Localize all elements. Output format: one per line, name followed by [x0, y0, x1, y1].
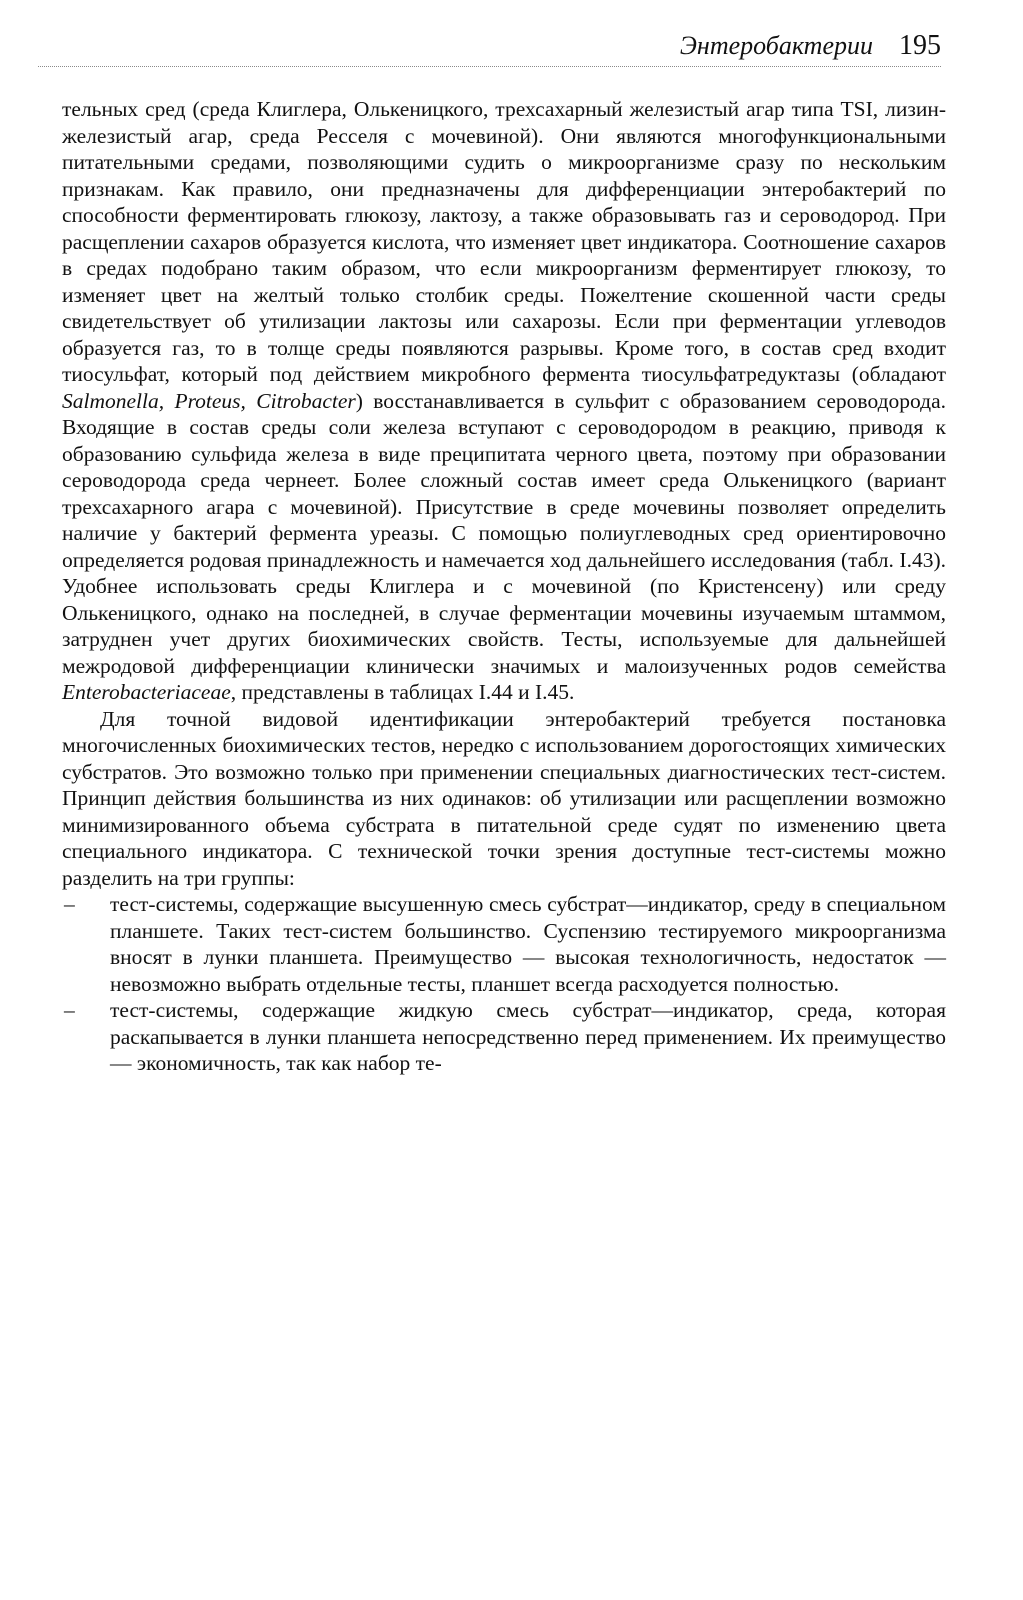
paragraph-1-text: тельных сред (среда Клиглера, Олькеницкого, трехсахарный железистый агар типа TSI, лизин-железистый агар, среда Ресселя с мочевиной). Они являются многофункциональными питательными средами, позволяющими судить о микроорганизме сразу по нескольким признакам. Как правило, они предназначены для дифференциации энтеробактерий по способности ферментировать глюкозу, лактозу, а также образовывать газ и сероводород. При расщеплении сахаров образуется кислота, что изменяет цвет индикатора. Соотношение сахаров в средах подобрано таким образом, что если микроорганизм ферментирует глюкозу, то изменяет цвет на желтый только столбик среды. Пожелтение скошенной части среды свидетельствует об утилизации лактозы или сахарозы. Если при ферментации углеводов образуется газ, то в толще среды появляются разрывы. Кроме того, в состав сред входит тиосульфат, который под действием микробного фермента тиосульфатредуктазы (обладают [62, 97, 946, 386]
paragraph-1-text-cont: ) восстанавливается в сульфит с образованием сероводорода. Входящие в состав среды соли железа вступают с сероводородом в реакцию, приводя к образованию сульфида железа в виде преципитата черного цвета, поэтому при образовании сероводорода среда чернеет. Более сложный состав имеет среда Олькеницкого (вариант трехсахарного агара с мочевиной). Присутствие в среде мочевины позволяет определить наличие у бактерий фермента уреазы. С помощью полиуглеводных сред ориентировочно определяется родовая принадлежность и намечается ход дальнейшего исследования (табл. I.43). Удобнее использовать среды Клиглера и с мочевиной (по Кристенсену) или среду Олькеницкого, однако на последней, в случае ферментации мочевины изучаемым штаммом, затруднен учет других биохимических свойств. Тесты, используемые для дальнейшей межродовой дифференциации клинически значимых и малоизученных родов семейства [62, 388, 946, 678]
running-title: Энтеробактерии [679, 31, 873, 60]
body-text [62, 96, 946, 1077]
paragraph-2 [62, 706, 946, 892]
list-item-text: тест-системы, содержащие высушенную смесь субстрат—индикатор, среду в специальном планшете. Таких тест-систем большинство. Суспензию тестируемого микроорганизма вносят в лунки планшета. Преимущество — высокая технологичность, недостаток — невозможно выбрать отдельные тесты, планшет всегда расходуется полностью. [110, 892, 946, 996]
list-item [62, 997, 946, 1077]
list-dash: – [64, 892, 75, 916]
paragraph-2-text: Для точной видовой идентификации энтеробактерий требуется постановка многочисленных биохимических тестов, нередко с использованием дорогостоящих химических субстратов. Это возможно только при применении специальных диагностических тест-систем. Принцип действия большинства из них одинаков: об утилизации или расщеплении возможно минимизированного объема субстрата в питательной среде судят по изменению цвета специального индикатора. С технической точки зрения доступные тест-системы можно разделить на три группы: [62, 706, 946, 890]
header-rule [38, 66, 941, 67]
genus-names: Salmonella, Proteus, Citrobacter [62, 388, 356, 413]
list-dash: – [64, 998, 75, 1022]
running-header [100, 30, 941, 70]
page-number: 195 [899, 30, 941, 61]
list-item-text: тест-системы, содержащие жидкую смесь субстрат—индикатор, среда, которая раскапывается в лунки планшета непосредственно перед применением. Их преимущество — экономичность, так как набор те- [110, 998, 946, 1075]
paragraph-1 [62, 96, 946, 706]
family-name: Enterobacteriaceae [62, 680, 231, 704]
list-item [62, 891, 946, 997]
test-system-list [62, 891, 946, 1077]
paragraph-1-text-end: , представлены в таблицах I.44 и I.45. [230, 680, 575, 704]
